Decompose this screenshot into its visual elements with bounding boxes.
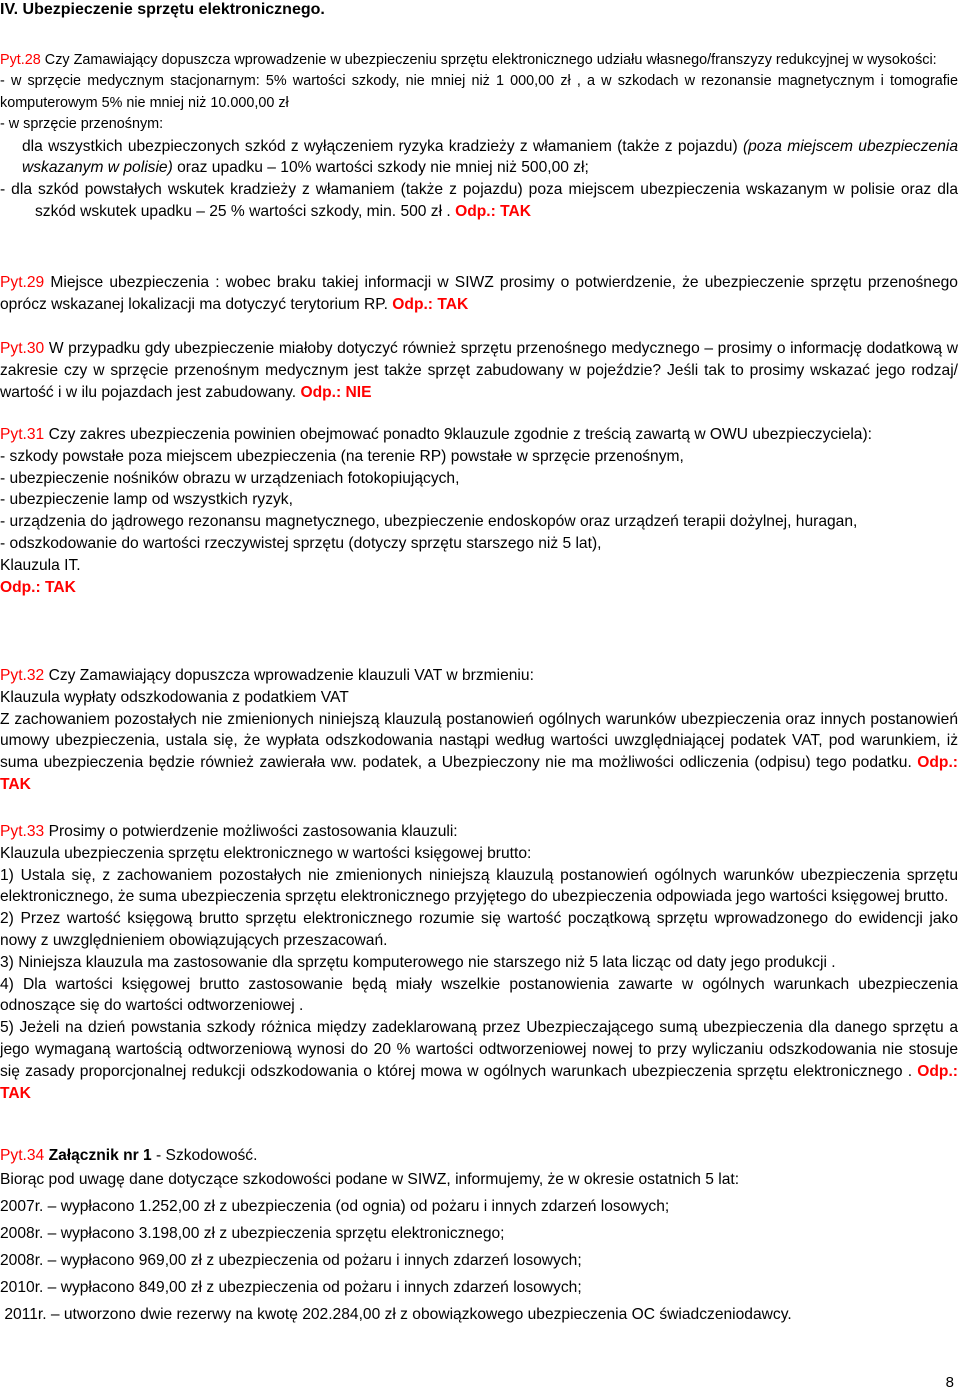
text: 5) Jeżeli na dzień powstania szkody różnica między zadeklarowaną przez Ubezpieczającego sumą ubezpieczenia dla danego sprzętu a jego wymaganą wartością odtworzeniową wynosi do 20 % wartości odtworzeniowej nowej to przy wyliczaniu odszkodowania nie stosuje się zasady proporcjonalnej redukcji odszkodowania o której mowa w ogólnych warunkach ubezpieczenia sprzętu elektronicznego . <box>0 1019 958 1080</box>
clause-title: Klauzula ubezpieczenia sprzętu elektronicznego w wartości księgowej brutto: <box>0 844 532 862</box>
question-28-intro <box>0 50 958 71</box>
question-text: Miejsce ubezpieczenia : wobec braku takiej informacji w SIWZ prosimy o potwierdzenie, że ubezpieczenie sprzętu przenośnego oprócz wskazanej lokalizacji ma dotyczyć terytorium RP. <box>0 274 958 313</box>
clause-text <box>0 709 958 796</box>
question-33-intro <box>0 821 958 843</box>
text: - dla szkód powstałych wskutek kradzieży z włamaniem (także z pojazdu) poza miejscem ubezpieczenia wskazanym w polisie oraz dla szkód wskutek upadku – 25 % wartości szkody, min. 500 zł . <box>0 181 958 221</box>
question-text: Czy zakres ubezpieczenia powinien obejmować ponadto 9klauzule zgodnie z treścią zawartą w OWU ubezpieczyciela): <box>44 426 872 443</box>
question-number: 28 <box>24 52 41 68</box>
claims-row: 2011r. – utworzono dwie rezerwy na kwotę 202.284,00 zł z obowiązkowego ubezpieczenia OC świadczeniodawcy. <box>0 1305 792 1323</box>
question-28-theft <box>0 179 958 223</box>
question-34-intro: Biorąc pod uwagę dane dotyczące szkodowości podane w SIWZ, informujemy, że w okresie ostatnich 5 lat: <box>0 1170 740 1188</box>
question-label: Pyt. <box>0 274 27 291</box>
section-heading: IV. Ubezpieczenie sprzętu elektronicznego. <box>0 1 325 18</box>
clause-item: 2) Przez wartość księgową brutto sprzętu elektronicznego rozumie się wartość początkową sprzętu wprowadzonego do ewidencji jako nowy z uwzględnieniem obowiązujących przeszacowań. <box>0 910 958 949</box>
italic-text: (poza miejscem ubezpieczenia wskazanym w polisie) <box>22 137 959 177</box>
question-28-stationary: - w sprzęcie medycznym stacjonarnym: 5% wartości szkody, nie mniej niż 1 000,00 zł , a w szkodach w rezonansie magnetycznym i tomografie komputerowym 5% nie mniej niż 10.000,00 zł <box>0 73 958 111</box>
clause-item: 3) Niniejsza klauzula ma zastosowanie dla sprzętu komputerowego nie starszego niż 5 lata licząc od daty jego produkcji . <box>0 953 836 971</box>
list-item: - ubezpieczenie nośników obrazu w urządzeniach fotokopiujących, <box>0 469 460 487</box>
attachment-label: Załącznik nr 1 <box>44 1147 152 1164</box>
question-number: 34 <box>26 1147 45 1164</box>
question-30 <box>0 338 958 403</box>
question-label: Pyt. <box>0 340 27 357</box>
question-number: 29 <box>26 274 45 291</box>
question-text: Czy Zamawiający dopuszcza wprowadzenie w ubezpieczeniu sprzętu elektronicznego udziału własnego/franszyzy redukcyjnej w wysokości: <box>40 52 937 68</box>
question-text: Czy Zamawiający dopuszcza wprowadzenie klauzuli VAT w brzmieniu: <box>44 667 534 684</box>
question-33 <box>0 821 958 1104</box>
question-30-text <box>0 338 958 403</box>
clause-title: Klauzula wypłaty odszkodowania z podatkiem VAT <box>0 688 349 706</box>
list-item: - ubezpieczenie lamp od wszystkich ryzyk, <box>0 491 293 509</box>
question-number: 33 <box>26 823 45 840</box>
answer: Odp.: NIE <box>300 383 372 401</box>
question-label: Pyt. <box>0 426 27 443</box>
question-29-text <box>0 272 958 316</box>
question-31-intro <box>0 424 958 446</box>
answer: Odp.: TAK <box>455 203 532 221</box>
question-32-intro <box>0 665 958 687</box>
list-item: - odszkodowanie do wartości rzeczywistej sprzętu (dotyczy sprzętu starszego niż 5 lat), <box>0 534 602 552</box>
answer: Odp.: TAK <box>0 754 958 793</box>
claims-row: 2008r. – wypłacono 3.198,00 zł z ubezpieczenia sprzętu elektronicznego; <box>0 1224 505 1242</box>
question-34 <box>0 1145 958 1328</box>
clause-item: 1) Ustala się, z zachowaniem pozostałych nie zmienionych niniejszą klauzulą postanowień ogólnych warunków ubezpieczenia sprzętu elektronicznego, że suma ubezpieczenia sprzętu elektronicznego przyjętego do ubezpieczenia odpowiada jego wartości księgowej brutto. <box>0 866 958 906</box>
question-28 <box>0 50 958 223</box>
question-label: Pyt. <box>0 1147 27 1164</box>
list-item: - szkody powstałe poza miejscem ubezpieczenia (na terenie RP) powstałe w sprzęcie przenośnym, <box>0 447 684 465</box>
text: Z zachowaniem pozostałych nie zmienionych niniejszą klauzulą postanowień ogólnych warunków ubezpieczenia oraz innych postanowień umowy ubezpieczenia, ustala się, że wypłata odszkodowania nastąpi według wartości uwzględniającej podatek VAT, pod warunkiem, iż suma ubezpieczenia będzie również zawierała ww. podatek, a Ubezpieczony nie ma możliwości odliczenia (odpisu) tego podatku. <box>0 710 958 772</box>
clause-item <box>0 1017 958 1104</box>
question-text: Prosimy o potwierdzenie możliwości zastosowania klauzuli: <box>44 823 458 840</box>
question-label: Pyt. <box>0 823 27 840</box>
question-31 <box>0 424 958 598</box>
page-number: 8 <box>945 1374 954 1391</box>
answer: Odp.: TAK <box>0 578 76 596</box>
claims-row: 2008r. – wypłacono 969,00 zł z ubezpieczenia od pożaru i innych zdarzeń losowych; <box>0 1251 582 1269</box>
question-text: W przypadku gdy ubezpieczenie miałoby dotyczyć również sprzętu przenośnego medycznego – prosimy o informację dodatkową w zakresie czy w sprzęcie przenośnym medycznym jest także sprzęt zabudowany w pojeździe? Jeśli tak to prosimy wskazać jego rodzaj/ wartość i w ilu pojazdach jest zabudowany. <box>0 340 958 401</box>
text: oraz upadku – 10% wartości szkody nie mniej niż 500,00 zł; <box>172 159 589 177</box>
question-number: 31 <box>26 426 45 443</box>
question-32 <box>0 665 958 796</box>
question-34-title <box>0 1145 958 1167</box>
question-number: 32 <box>26 667 45 684</box>
question-28-portable: - w sprzęcie przenośnym: <box>0 116 164 133</box>
question-29 <box>0 272 958 316</box>
answer: Odp.: TAK <box>392 295 469 313</box>
text: dla wszystkich ubezpieczonych szkód z wyłączeniem ryzyka kradzieży z włamaniem (także z pojazdu) <box>22 137 743 155</box>
text: - Szkodowość. <box>151 1147 258 1164</box>
claims-row: 2010r. – wypłacono 849,00 zł z ubezpieczenia od pożaru i innych zdarzeń losowych; <box>0 1278 582 1296</box>
list-item: Klauzula IT. <box>0 556 81 574</box>
question-number: 30 <box>26 340 45 357</box>
question-label: Pyt. <box>0 667 27 684</box>
list-item: - urządzenia do jądrowego rezonansu magnetycznego, ubezpieczenie endoskopów oraz urządzeń terapii dożylnej, huragan, <box>0 513 858 531</box>
answer: Odp.: TAK <box>0 1062 958 1102</box>
question-28-portable-detail <box>0 136 958 180</box>
question-label: Pyt. <box>0 52 25 68</box>
claims-row: 2007r. – wypłacono 1.252,00 zł z ubezpieczenia (od ognia) od pożaru i innych zdarzeń losowych; <box>0 1197 670 1215</box>
clause-item: 4) Dla wartości księgowej brutto zastosowanie będą miały wszelkie postanowienia zawarte w ogólnych warunkach ubezpieczenia odnoszące się do wartości odtworzeniowej . <box>0 975 958 1015</box>
